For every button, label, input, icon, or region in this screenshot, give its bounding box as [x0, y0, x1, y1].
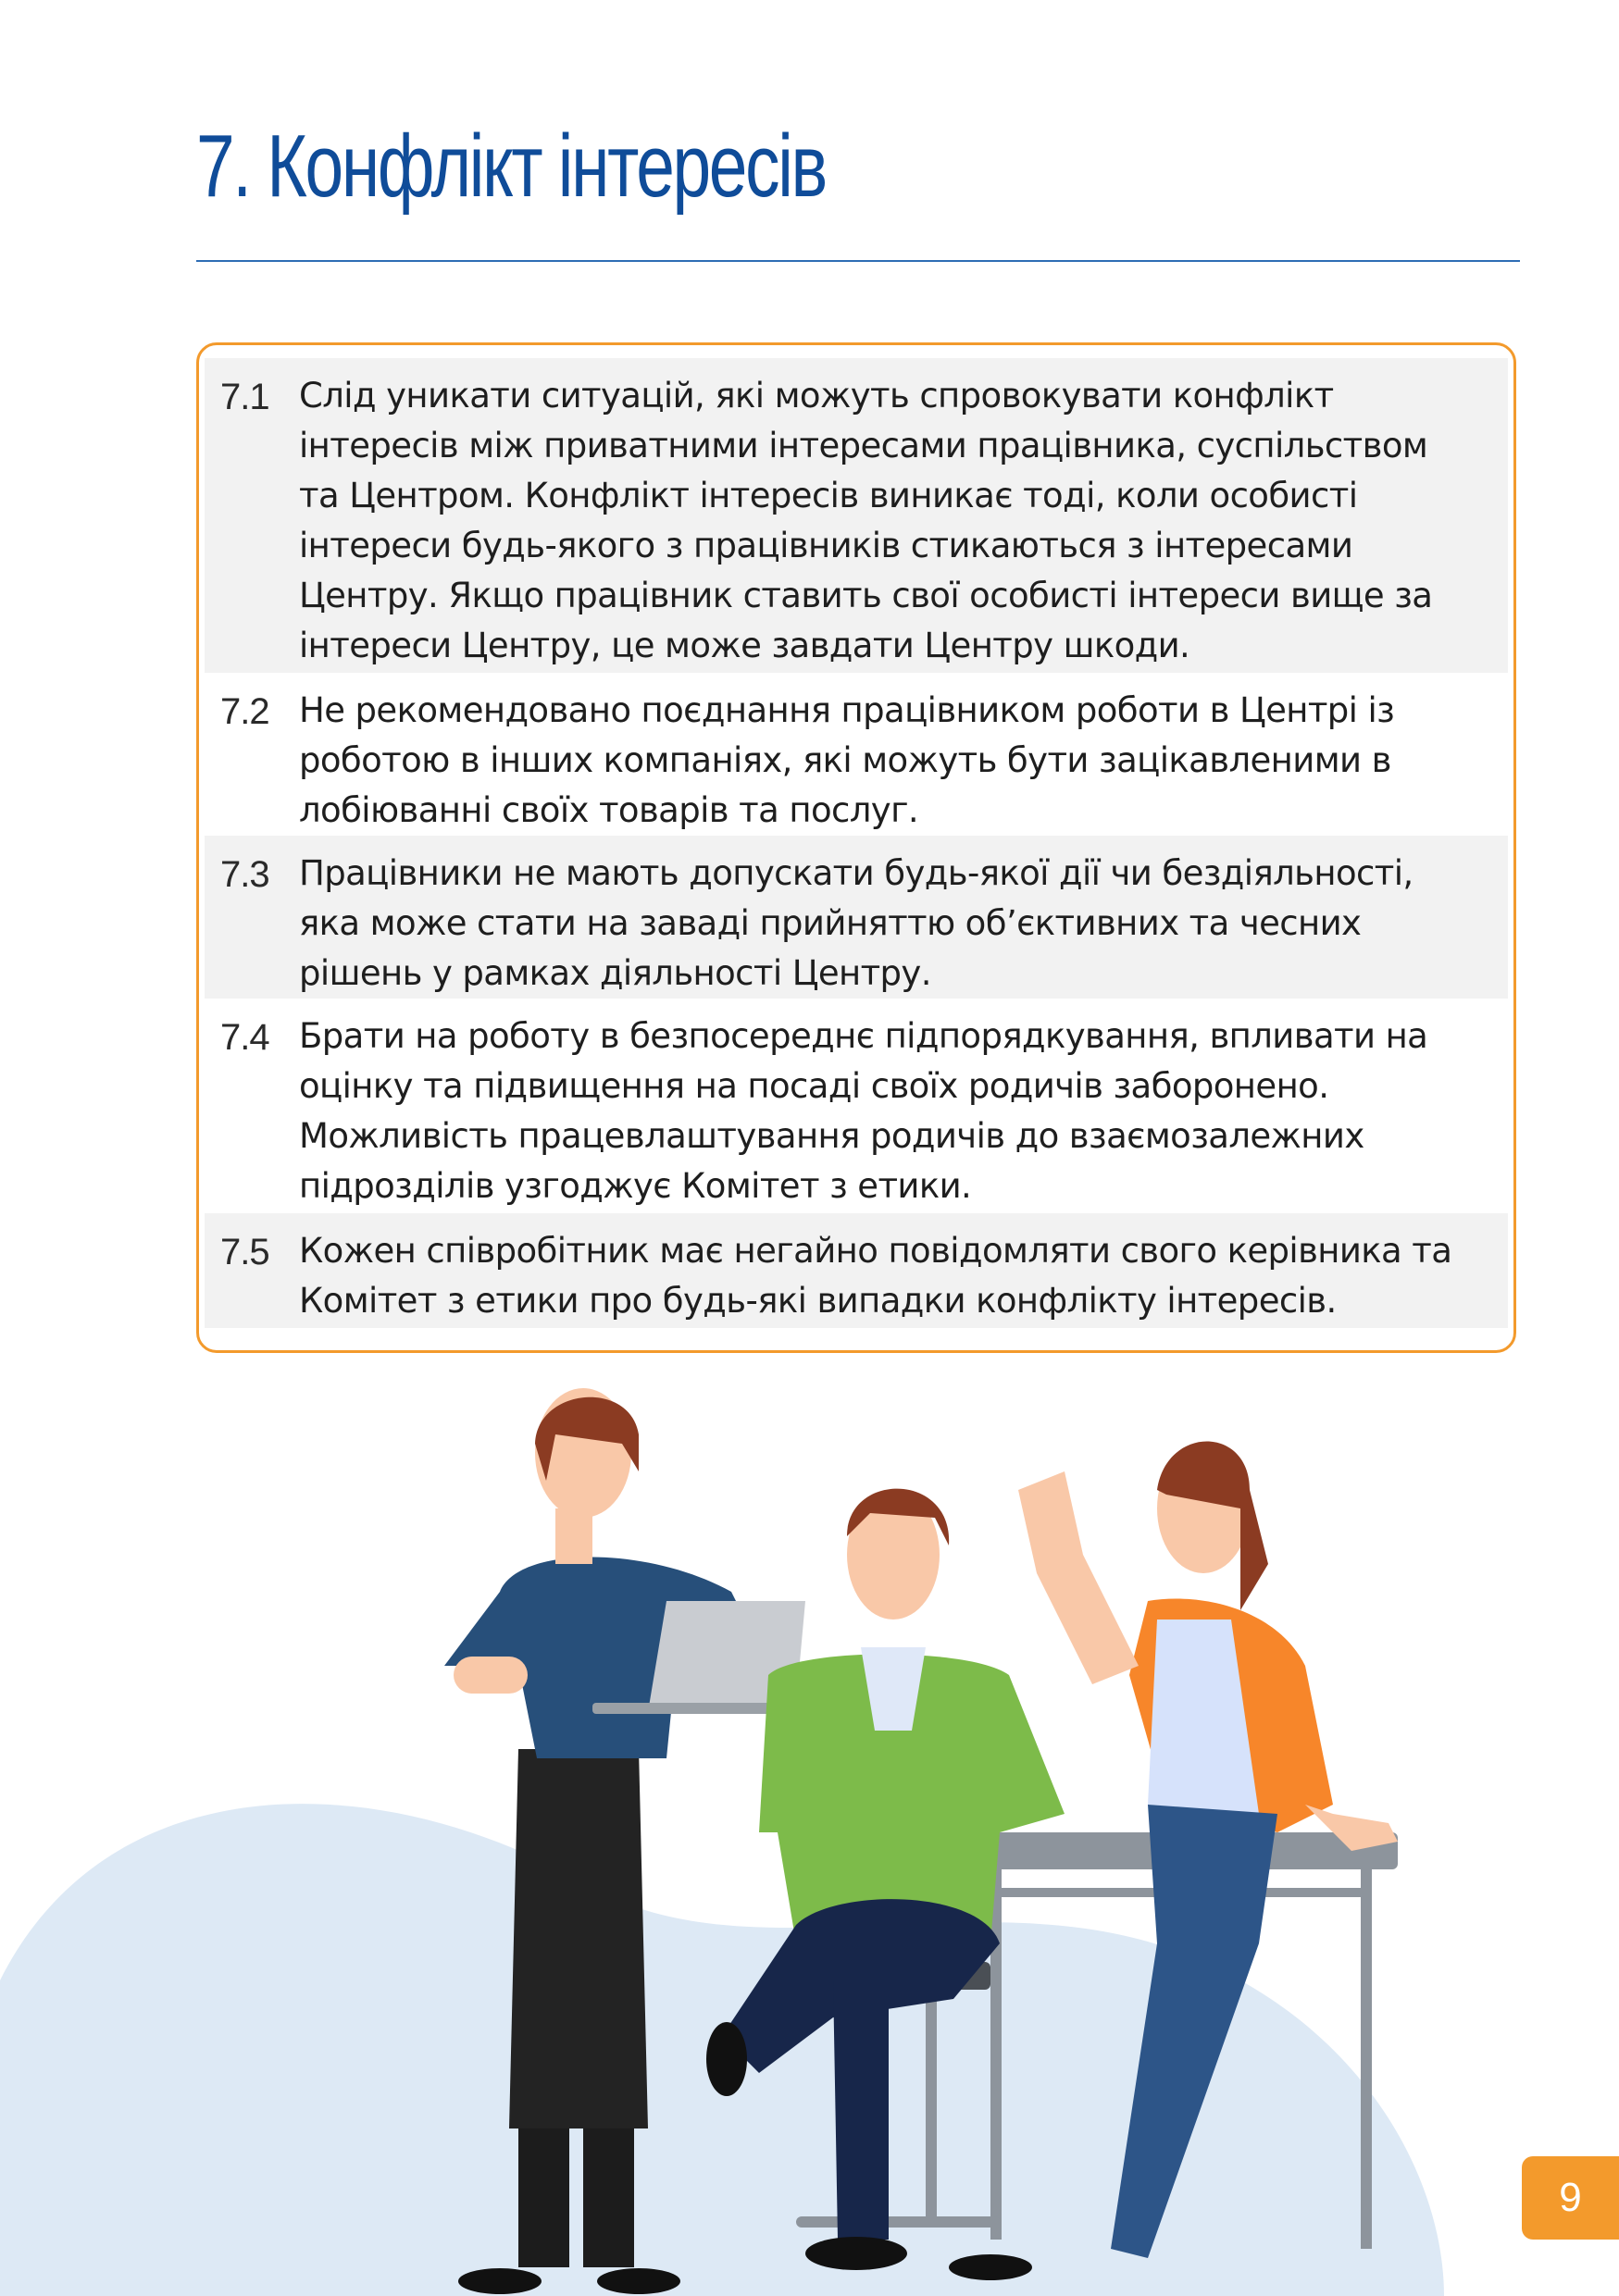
list-item — [205, 1213, 1508, 1328]
item-number: 7.4 — [220, 1017, 269, 1058]
list-item — [205, 358, 1508, 673]
team-illustration — [0, 1370, 1619, 2296]
item-text: Брати на роботу в безпосереднє підпорядкування, впливати на оцінку та підвищення на посаді своїх родичів заборонено. Можливість працевлаштування родичів до взаємозалежних підрозділів узгоджує Комітет з етики. — [299, 1016, 1428, 1206]
conflict-rules-box — [196, 342, 1516, 1353]
item-text: Працівники не мають допускати будь-якої дії чи бездіяльності, яка може стати на заваді прийняттю об’єктивних та чесних рішень у рамках діяльності Центру. — [299, 853, 1414, 993]
list-item — [205, 836, 1508, 999]
title-divider — [196, 260, 1520, 262]
item-number: 7.3 — [220, 854, 269, 895]
list-item — [205, 673, 1508, 836]
item-text: Не рекомендовано поєднання працівником роботи в Центрі із роботою в інших компаніях, які можуть бути зацікавленими в лобіюванні своїх товарів та послуг. — [299, 690, 1395, 830]
item-number: 7.5 — [220, 1232, 269, 1272]
item-text: Слід уникати ситуацій, які можуть спровокувати конфлікт інтересів між приватними інтересами працівника, суспільством та Центром. Конфлікт інтересів виникає тоді, коли особисті інтереси будь-якого з працівників стикаються з інтересами Центру. Якщо працівник ставить свої особисті інтереси вище за інтереси Центру, це може завдати Центру шкоди. — [299, 376, 1433, 665]
list-item — [205, 999, 1508, 1213]
item-number: 7.1 — [220, 377, 269, 417]
page-number: 9 — [1559, 2175, 1582, 2220]
item-text: Кожен співробітник має негайно повідомляти свого керівника та Комітет з етики про будь-які випадки конфлікту інтересів. — [299, 1231, 1452, 1321]
page-title: 7. Конфлікт інтересів — [196, 117, 826, 216]
item-number: 7.2 — [220, 691, 269, 732]
